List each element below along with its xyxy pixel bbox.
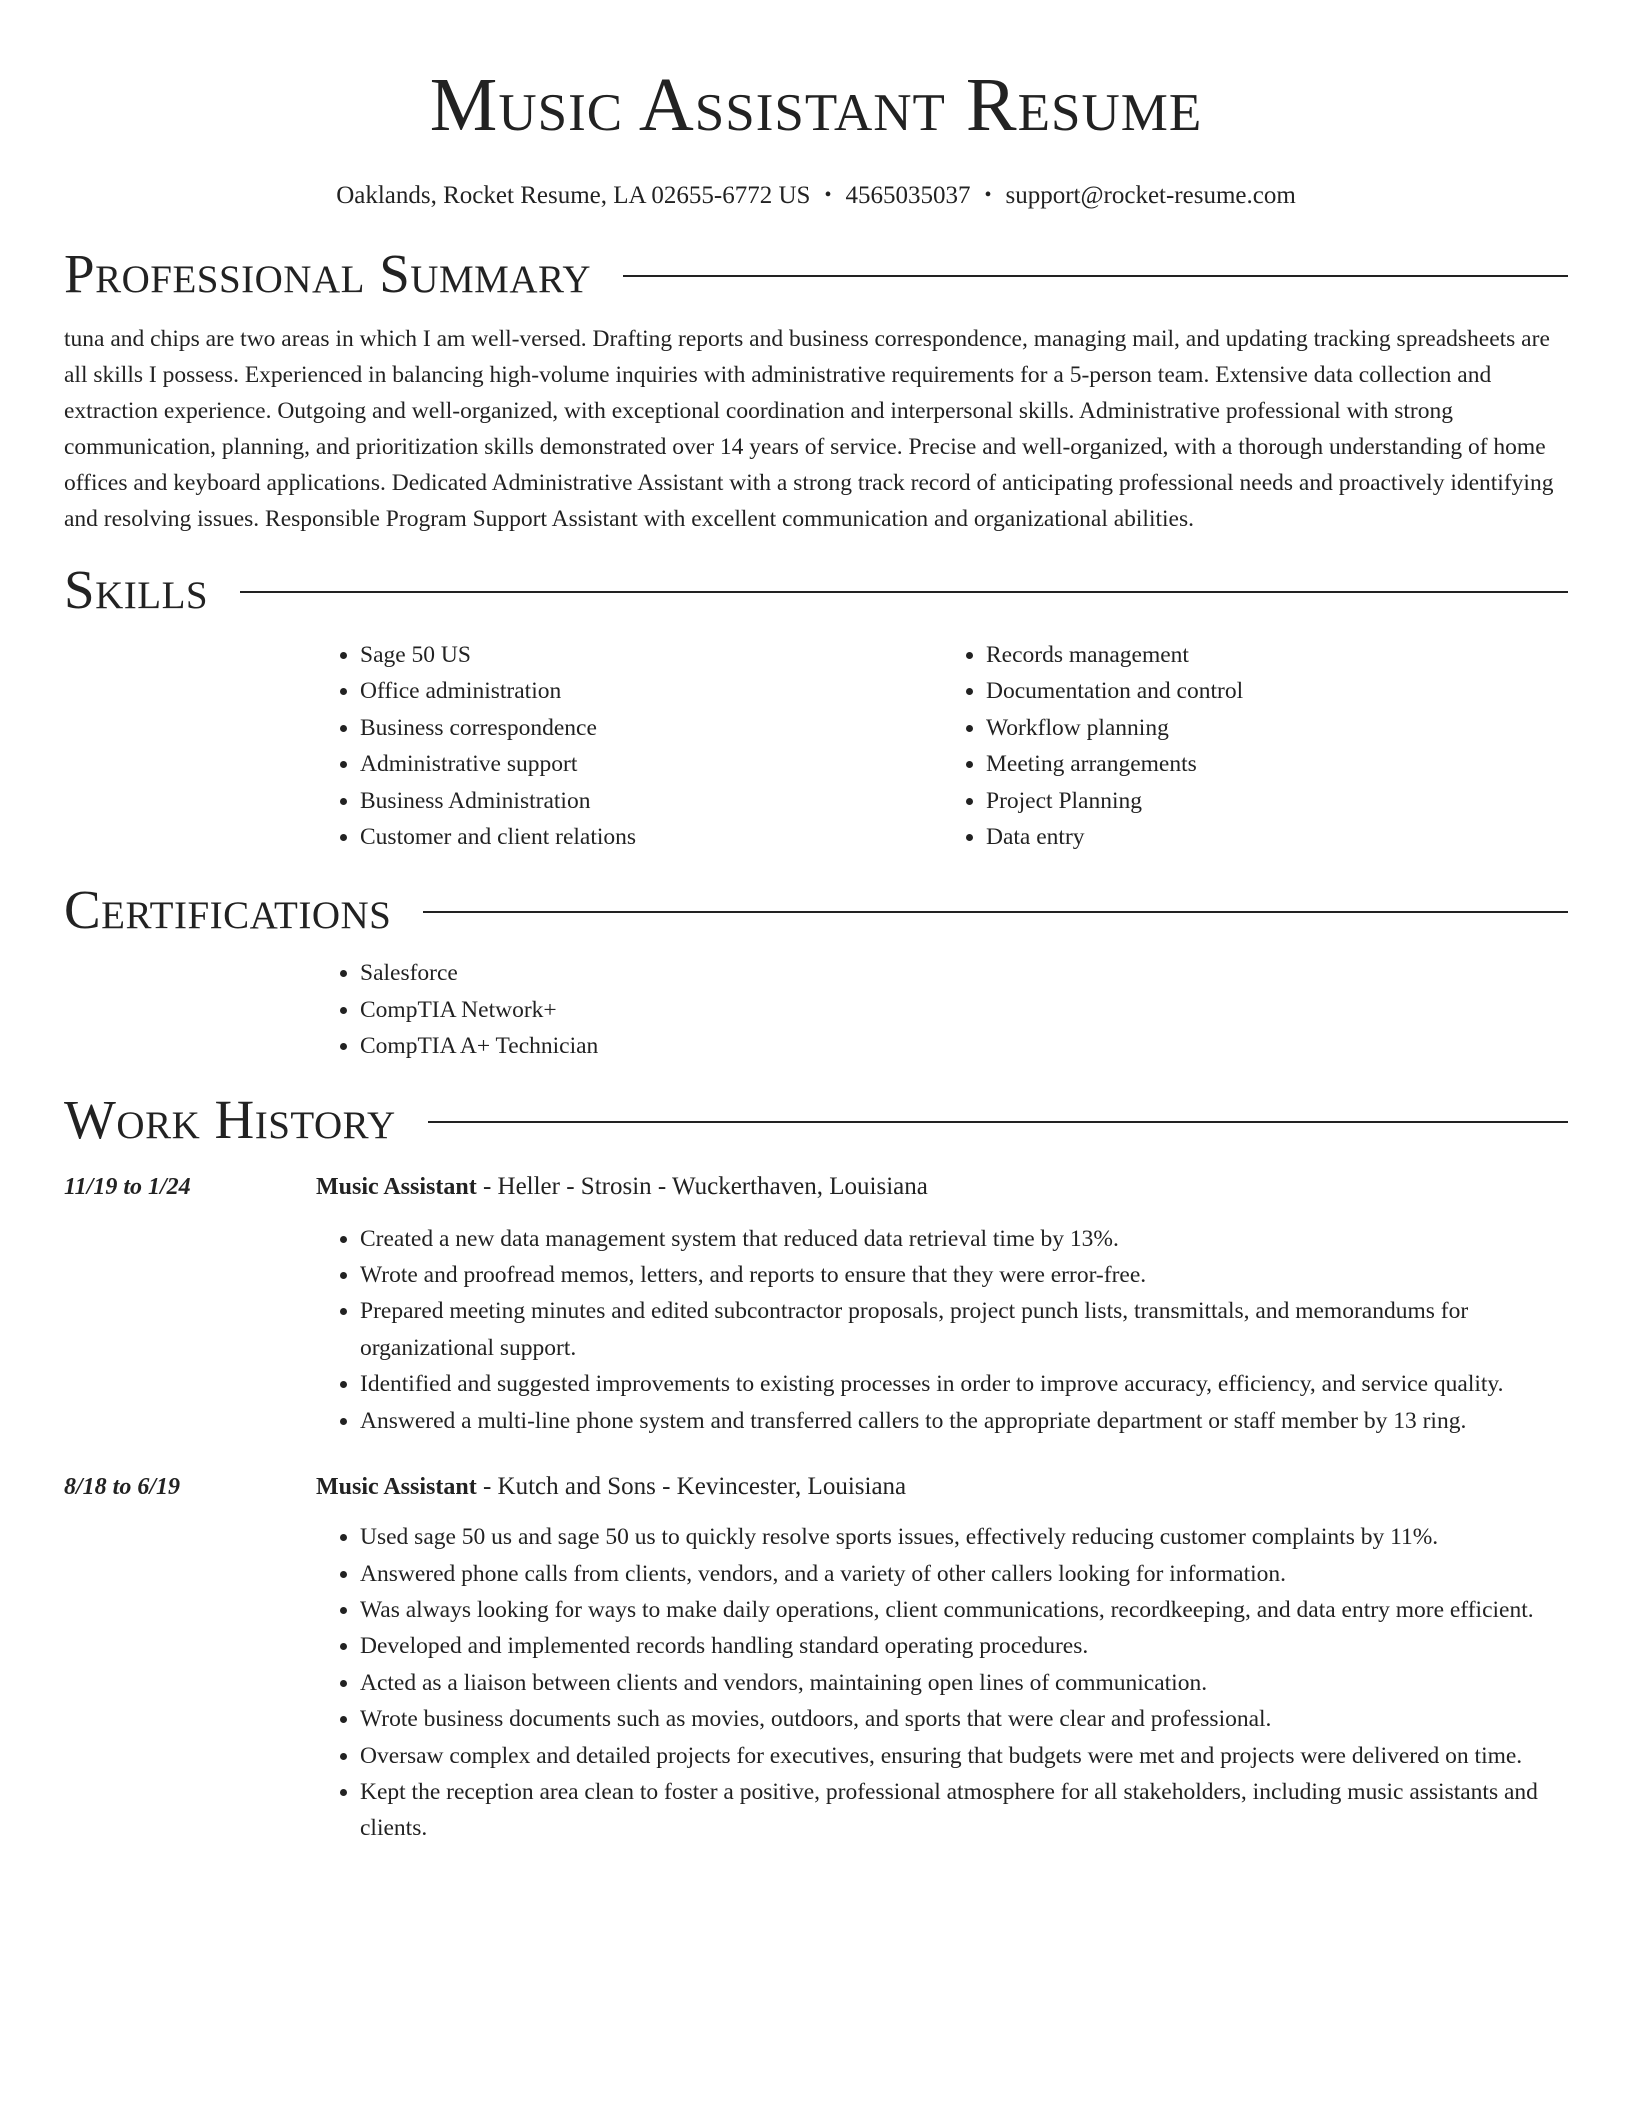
job-bullet-list	[316, 1519, 1568, 1847]
resume-header	[64, 0, 1568, 211]
summary-heading-row	[64, 241, 1568, 307]
job-bullet: • Created a new data management system that reduced data retrieval time by 13%.	[360, 1221, 1568, 1257]
job-title: Music Assistant	[316, 1474, 477, 1501]
skills-list-left	[316, 637, 942, 855]
skill-item: • Meeting arrangements	[986, 746, 1568, 782]
contact-separator: •	[984, 184, 992, 206]
skill-item: • Data entry	[986, 819, 1568, 855]
contact-address: Oaklands, Rocket Resume, LA 02655-6772 US	[336, 182, 811, 209]
work-history-heading: Work History	[64, 1088, 396, 1150]
job-bullet: • Acted as a liaison between clients and vendors, maintaining open lines of communication.	[360, 1665, 1568, 1701]
work-history-heading-row	[64, 1087, 1568, 1153]
skill-item: • Customer and client relations	[360, 819, 942, 855]
skill-item: • Records management	[986, 637, 1568, 673]
job-entry	[64, 1171, 1568, 1439]
certification-item: • CompTIA A+ Technician	[360, 1028, 1568, 1064]
skill-item: • Office administration	[360, 673, 942, 709]
skills-heading-row	[64, 557, 1568, 623]
section-divider	[423, 911, 1568, 913]
work-history-section	[64, 1087, 1568, 1847]
job-bullet: • Was always looking for ways to make daily operations, client communications, recordkeeping, and data entry more efficient.	[360, 1592, 1568, 1628]
job-header	[64, 1171, 1568, 1203]
contact-email: support@rocket-resume.com	[1005, 182, 1296, 209]
job-company: - Heller - Strosin - Wuckerthaven, Louisiana	[476, 1172, 928, 1200]
job-bullet: • Wrote business documents such as movies, outdoors, and sports that were clear and professional.	[360, 1701, 1568, 1737]
certification-item: • Salesforce	[360, 955, 1568, 991]
job-heading	[316, 1471, 906, 1503]
job-header	[64, 1471, 1568, 1503]
job-bullet: • Prepared meeting minutes and edited subcontractor proposals, project punch lists, transmittals, and memorandums for organizational support.	[360, 1293, 1568, 1366]
skills-grid	[316, 637, 1568, 855]
skill-item: • Business Administration	[360, 783, 942, 819]
skill-item: • Documentation and control	[986, 673, 1568, 709]
job-dates: 11/19 to 1/24	[64, 1173, 191, 1200]
certifications-heading: Certifications	[64, 879, 392, 941]
skills-list-right	[942, 637, 1568, 855]
job-bullet: • Kept the reception area clean to foster a positive, professional atmosphere for all stakeholders, including music assistants and clients.	[360, 1774, 1568, 1847]
job-heading	[316, 1171, 928, 1203]
skill-item: • Workflow planning	[986, 710, 1568, 746]
job-bullets	[316, 1519, 1568, 1847]
job-bullet: • Identified and suggested improvements to existing processes in order to improve accuracy, efficiency, and service quality.	[360, 1366, 1568, 1402]
job-dates: 8/18 to 6/19	[64, 1474, 181, 1501]
section-divider	[623, 275, 1568, 277]
skill-item: • Sage 50 US	[360, 637, 942, 673]
skill-item: • Business correspondence	[360, 710, 942, 746]
contact-separator: •	[824, 184, 832, 206]
section-divider	[428, 1121, 1568, 1123]
certifications-block	[316, 955, 1568, 1064]
job-bullet: • Used sage 50 us and sage 50 us to quickly resolve sports issues, effectively reducing customer complaints by 11%.	[360, 1519, 1568, 1555]
job-bullet: • Wrote and proofread memos, letters, and reports to ensure that they were error-free.	[360, 1257, 1568, 1293]
job-company: - Kutch and Sons - Kevincester, Louisiana	[476, 1473, 907, 1501]
summary-text: tuna and chips are two areas in which I am well-versed. Drafting reports and business correspondence, managing mail, and updating tracking spreadsheets are all skills I possess. Experienced in balancing high-volume inquiries with administrative requirements for a 5-person team. Extensive data collection and extraction experience. Outgoing and well-organized, with exceptional coordination and interpersonal skills. Administrative professional with strong communication, planning, and prioritization skills demonstrated over 14 years of service. Precise and well-organized, with a thorough understanding of home offices and keyboard applications. Dedicated Administrative Assistant with a strong track record of anticipating professional needs and proactively identifying and resolving issues. Responsible Program Support Assistant with excellent communication and organizational abilities.	[64, 326, 1554, 532]
certifications-list	[316, 955, 1568, 1064]
summary-heading: Professional Summary	[64, 243, 592, 304]
skill-item: • Project Planning	[986, 783, 1568, 819]
certifications-heading-row	[64, 877, 1568, 943]
certification-item: • CompTIA Network+	[360, 992, 1568, 1028]
job-bullet: • Answered a multi-line phone system and transferred callers to the appropriate department or staff member by 13 ring.	[360, 1403, 1568, 1439]
contact-phone: 4565035037	[845, 182, 971, 209]
job-entry	[64, 1471, 1568, 1847]
contact-line	[64, 180, 1568, 211]
skill-item: • Administrative support	[360, 746, 942, 782]
job-bullet-list	[316, 1221, 1568, 1439]
section-divider	[240, 591, 1568, 593]
job-bullet: • Oversaw complex and detailed projects for executives, ensuring that budgets were met and projects were delivered on time.	[360, 1738, 1568, 1774]
skills-section	[64, 557, 1568, 855]
job-title: Music Assistant	[316, 1173, 477, 1200]
job-bullet: • Answered phone calls from clients, vendors, and a variety of other callers looking for information.	[360, 1556, 1568, 1592]
resume-name: Music Assistant Resume	[429, 63, 1203, 147]
skills-heading: Skills	[64, 559, 209, 620]
job-bullet: • Developed and implemented records handling standard operating procedures.	[360, 1628, 1568, 1664]
certifications-section	[64, 877, 1568, 1064]
summary-section	[64, 241, 1568, 537]
job-bullets	[316, 1221, 1568, 1439]
